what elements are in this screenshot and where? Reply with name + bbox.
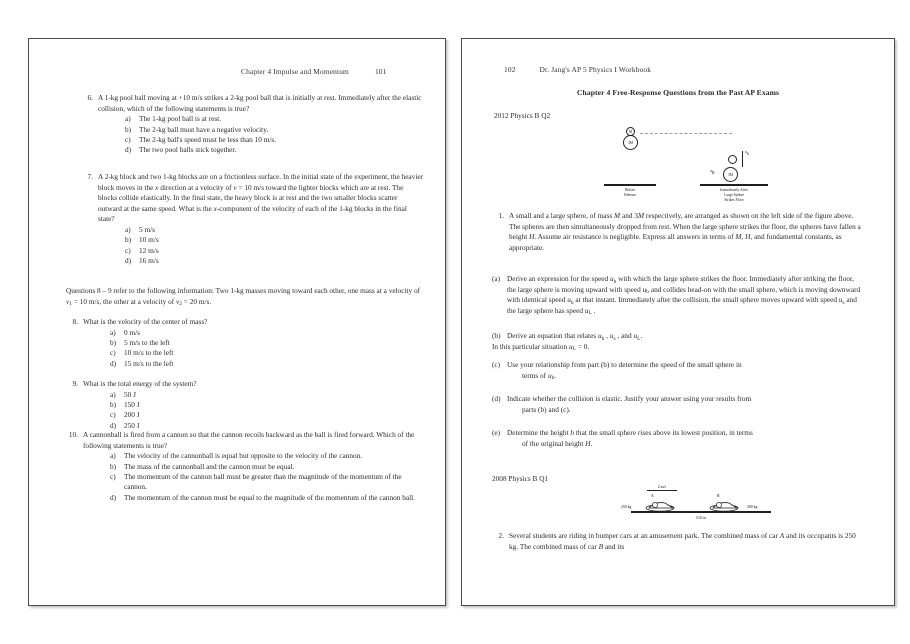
large-sphere-label-after: 3M xyxy=(728,172,733,177)
question-1-number: 1. xyxy=(498,211,504,220)
figure-bumper-cars xyxy=(607,485,797,525)
q2-seg-1: Several students are riding in bumper cars at an amusement park. The combined mass of car xyxy=(509,531,780,540)
car-a-mass-label: 250 kg xyxy=(621,505,632,509)
question-10-choices xyxy=(66,451,423,503)
choice-item xyxy=(110,390,423,400)
choice-item xyxy=(110,472,423,493)
choice-label: d) xyxy=(110,358,117,368)
part-b-body: Derive an equation that relates $u_b$ , $u_s$ , and $u_L$. xyxy=(507,331,643,342)
question-1-stem xyxy=(509,211,864,253)
choice-text: The 2-kg ball's speed must be less than 10 m/s. xyxy=(139,135,277,144)
choice-label: a) xyxy=(110,389,116,399)
large-sphere-after-icon xyxy=(723,167,738,182)
question-8 xyxy=(66,317,423,369)
large-sphere-label: 3M xyxy=(628,140,633,145)
choice-text: 12 m/s xyxy=(139,245,159,255)
question-7-choices xyxy=(81,225,423,267)
choice-item xyxy=(125,125,423,135)
q7-seg-2: direction at a velocity of xyxy=(158,182,234,192)
caption-line: Strikes Floor xyxy=(724,197,744,202)
q7-var-x: x xyxy=(155,182,159,192)
bumper-speed-label: 2 m/s xyxy=(657,485,667,489)
question-6-stem: A 1-kg pool ball moving at +10 m/s strikes a 2-kg pool ball that is initially at rest. Immediately after the elastic collision, which of the following statements is true? xyxy=(98,93,422,113)
floor-right-icon xyxy=(700,184,768,186)
choice-item xyxy=(110,462,423,472)
choice-item xyxy=(125,114,423,124)
q1-var-M2: M xyxy=(637,211,645,220)
part-b-label: (b) xyxy=(492,331,501,340)
question-9 xyxy=(66,379,423,431)
part-d-label: (d) xyxy=(492,394,501,403)
shared-stem-8-9 xyxy=(66,286,423,307)
q7-seg-4: -component of the velocity of each of the 1-kg blocks in the final state? xyxy=(98,203,407,224)
speed-label-after-large xyxy=(710,169,715,176)
q7-var-v: v xyxy=(233,182,237,192)
question-9-number: 9. xyxy=(72,379,78,388)
part-e-body: Determine the height h that the small sphere rises above its lowest position, in terms xyxy=(507,428,753,437)
left-page-number: 101 xyxy=(374,67,387,76)
caption-line: Immediately After xyxy=(720,187,748,192)
question-1 xyxy=(492,211,864,253)
shared-stem-seg-1: Questions 8 – 9 refer to the following information: Two 1-kg masses moving toward each other, one mass at a velocity of xyxy=(66,286,421,295)
choice-label: c) xyxy=(125,245,131,255)
q1-var-M3: M xyxy=(735,232,742,242)
question-9-choices xyxy=(66,390,423,432)
shared-stem-seg-3: = 20 m/s. xyxy=(181,296,212,306)
question-7-number: 7. xyxy=(87,172,93,181)
shared-stem-var-v1-sub: 1 xyxy=(69,301,72,308)
choice-item xyxy=(125,225,423,235)
question-10 xyxy=(66,430,423,503)
shared-stem-var-v2: v xyxy=(175,296,180,306)
right-running-head xyxy=(504,65,651,74)
choice-item xyxy=(110,451,423,461)
choice-label: a) xyxy=(110,451,116,461)
question-6 xyxy=(81,93,423,156)
exam-tag-2008: 2008 Physics B Q1 xyxy=(492,474,549,483)
choice-text: 5 m/s to the left xyxy=(124,338,170,347)
speed-label-after-small xyxy=(745,150,750,157)
part-d-body: Indicate whether the collision is elastic. Justify your answer using your results from xyxy=(507,394,752,403)
choice-text: 200 J xyxy=(124,410,140,420)
choice-item xyxy=(110,410,423,420)
choice-label: d) xyxy=(110,492,117,502)
distance-label: 0.50 m xyxy=(659,515,743,520)
part-c-label: (c) xyxy=(492,360,501,369)
part-e xyxy=(492,428,864,449)
choice-item xyxy=(125,235,423,245)
q1-seg-3: respectively, are arranged as shown on the left side of the figure above. The spheres are then simultaneously dropped from rest. When the large sphere strikes the floor, the spheres have fallen a height xyxy=(509,211,861,242)
choice-item xyxy=(125,145,423,155)
choice-text: 10 m/s to the left xyxy=(124,348,174,358)
question-7-stem xyxy=(98,172,423,225)
choice-text: 15 m/s to the left xyxy=(124,358,174,368)
choice-text: The velocity of the cannonball is equal but opposite to the velocity of the cannon. xyxy=(124,451,363,461)
right-page xyxy=(461,38,895,606)
choice-text: 16 m/s xyxy=(139,256,159,266)
choice-text: The momentum of the cannon must be equal to the magnitude of the momentum of the cannon ball. xyxy=(124,492,415,502)
car-b-mass-label: 200 kg xyxy=(747,505,758,509)
q7-seg-3: = 10 m/s toward the lighter blocks which are at rest. The blocks collide elastically. In the final state, the heavy block is at rest and the two smaller blocks scatter outward at the same speed. What is the xyxy=(98,182,404,213)
q1-seg-5: , xyxy=(741,232,746,242)
speed-arrow-icon xyxy=(647,490,677,491)
exam-tag-2012: 2012 Physics B Q2 xyxy=(494,111,551,120)
part-c-body-2: terms of $u_b$. xyxy=(522,370,557,382)
shared-stem-var-v2-sub: 2 xyxy=(179,301,182,308)
choice-label: d) xyxy=(110,420,117,430)
choice-label: a) xyxy=(125,224,131,234)
question-9-stem: What is the total energy of the system? xyxy=(83,379,197,388)
book-title-label: Dr. Jang's AP 5 Physics I Workbook xyxy=(539,65,652,74)
question-2-stem xyxy=(509,531,864,552)
car-b-letter-label: B xyxy=(717,494,720,498)
choice-text: The mass of the cannonball and the cannon must be equal. xyxy=(124,461,295,471)
question-2-number: 2. xyxy=(498,531,504,540)
figure-spheres xyxy=(582,125,822,203)
choice-text: The momentum of the cannon ball must be greater than the magnitude of the momentum of the cannon. xyxy=(124,472,402,492)
choice-label: c) xyxy=(110,348,116,358)
choice-text: The two pool balls stick together. xyxy=(139,145,237,155)
velocity-arrow-icon xyxy=(742,151,743,167)
q7-var-x2: x xyxy=(213,203,217,213)
part-c xyxy=(492,360,864,381)
question-6-number: 6. xyxy=(87,93,93,102)
question-8-number: 8. xyxy=(72,317,78,326)
choice-item xyxy=(110,359,423,369)
large-sphere-before-icon xyxy=(623,135,638,150)
speed-subscript: b xyxy=(711,169,715,176)
q1-seg-1: A small and a large sphere, of mass xyxy=(509,211,615,220)
q1-seg-4: . Assume air resistance is negligible. Express all answers in terms of xyxy=(534,232,736,242)
left-chapter-label: Chapter 4 Impulse and Momentum xyxy=(241,67,349,76)
choice-item xyxy=(125,256,423,266)
choice-item xyxy=(125,246,423,256)
choice-label: a) xyxy=(110,327,116,337)
choice-label: b) xyxy=(110,400,117,409)
question-7 xyxy=(81,172,423,267)
part-a-label: (a) xyxy=(492,274,501,283)
question-8-choices xyxy=(66,328,423,370)
shared-stem-seg-2: = 10 m/s, the other at a velocity of xyxy=(71,296,176,306)
small-sphere-after-icon xyxy=(728,155,737,164)
speed-symbol: u xyxy=(745,150,747,154)
right-page-number: 102 xyxy=(504,65,516,74)
question-8-stem: What is the velocity of the center of mass? xyxy=(83,317,208,326)
q2-var-A: A xyxy=(779,531,785,540)
part-c-body: Use your relationship from part (b) to determine the speed of the small sphere in xyxy=(507,360,742,369)
caption-line: Before xyxy=(624,187,636,192)
q7-seg-1: A 2-kg block and two 1-kg blocks are on a frictionless surface. In the initial state of the experiment, the heavier block moves in the xyxy=(98,172,424,192)
left-page xyxy=(28,38,446,606)
q2-var-B: B xyxy=(598,541,604,551)
choice-label: d) xyxy=(125,256,132,266)
part-d-body-2: parts (b) and (c). xyxy=(522,404,571,414)
question-6-choices xyxy=(81,114,423,156)
left-running-head xyxy=(241,67,387,76)
question-10-stem: A cannonball is fired from a cannon so that the cannon recoils backward as the ball is fired forward. Which of the following statements is true? xyxy=(83,430,415,450)
choice-text: 10 m/s xyxy=(139,235,159,245)
choice-text: 5 m/s xyxy=(139,224,156,234)
shared-stem-var-v1: v xyxy=(66,296,70,306)
choice-item xyxy=(110,338,423,348)
choice-text: 250 J xyxy=(124,420,140,430)
chapter-title: Chapter 4 Free-Response Questions from the Past AP Exams xyxy=(576,88,780,97)
part-b-extra-line: In this particular situation $u_L = 0$. xyxy=(492,341,590,353)
part-d xyxy=(492,394,864,415)
choice-label: b) xyxy=(110,461,117,471)
part-b xyxy=(492,331,864,352)
q2-seg-3: and its xyxy=(603,541,625,551)
floor-left-icon xyxy=(604,184,656,186)
speed-symbol: u xyxy=(710,169,712,173)
choice-text: 0 m/s xyxy=(124,327,141,337)
caption-line: Release xyxy=(624,192,636,197)
bumper-speed-group xyxy=(645,485,679,491)
choice-item xyxy=(110,328,423,338)
part-e-label: (e) xyxy=(492,428,501,437)
small-sphere-label: M xyxy=(628,129,633,134)
choice-text: The 1-kg pool ball is at rest. xyxy=(139,114,222,124)
q1-seg-2: and 3 xyxy=(620,211,638,220)
part-a-body: Derive an expression for the speed $u_b$ with which the large sphere strikes the floor. Immediately after striking the floor, the large sphere is moving upward with speed $u_b$ and collides head-on with the small sphere, which is moving downward with identical speed $u_b$ at that instant. Immediately after the collision, the small sphere moves upward with speed $u_s$ and the large sphere has speed $u_L$ . xyxy=(507,274,861,317)
choice-item xyxy=(110,493,423,503)
car-a-letter-label: A xyxy=(651,494,654,498)
choice-item xyxy=(125,135,423,145)
reference-dash-line xyxy=(640,133,732,134)
choice-text: 150 J xyxy=(124,400,140,409)
q1-var-M: M xyxy=(614,211,621,220)
choice-item xyxy=(110,400,423,410)
choice-label: b) xyxy=(125,124,132,134)
figure-right-caption xyxy=(692,187,776,202)
choice-label: c) xyxy=(110,472,116,481)
figure-left-caption xyxy=(596,187,664,197)
choice-label: c) xyxy=(125,135,131,144)
choice-label: b) xyxy=(125,235,132,245)
ground-line-icon xyxy=(631,511,771,513)
choice-label: a) xyxy=(125,114,131,124)
question-10-number: 10. xyxy=(68,430,78,439)
caption-line: Large Sphere xyxy=(723,192,745,197)
question-2 xyxy=(492,531,864,552)
q1-seg-6: , and fundamental constants, as appropriate. xyxy=(509,232,842,252)
choice-label: c) xyxy=(110,410,116,420)
part-a xyxy=(492,274,864,316)
choice-text: 50 J xyxy=(124,389,136,399)
part-e-body-2: of the original height H. xyxy=(522,438,593,448)
q1-var-H: H xyxy=(529,232,535,242)
q2-seg-2: and its occupants is 250 kg. The combined mass of car xyxy=(509,531,856,551)
choice-text: The 2-kg ball must have a negative velocity. xyxy=(139,124,269,134)
choice-label: d) xyxy=(125,145,132,155)
choice-label: b) xyxy=(110,338,117,347)
q1-var-H2: H xyxy=(745,232,751,242)
speed-subscript: s xyxy=(746,150,750,157)
choice-item xyxy=(110,348,423,358)
